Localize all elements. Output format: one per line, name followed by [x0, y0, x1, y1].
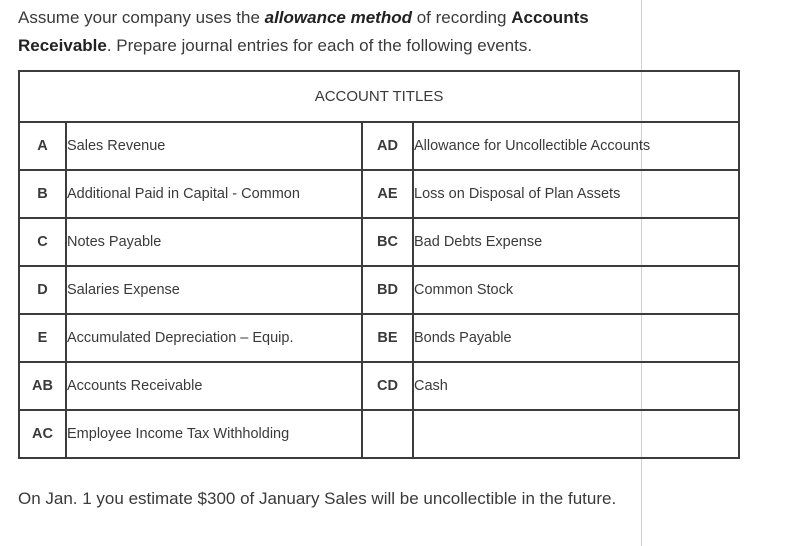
account-code: BE: [362, 314, 413, 362]
table-row: [19, 122, 739, 170]
account-name: Accumulated Depreciation – Equip.: [66, 314, 362, 362]
account-name: [413, 410, 739, 458]
instructions-text-2: of recording: [412, 8, 512, 27]
account-code: BD: [362, 266, 413, 314]
account-titles-table: [18, 70, 740, 459]
account-code: C: [19, 218, 66, 266]
table-header: ACCOUNT TITLES: [19, 71, 739, 122]
account-name: Cash: [413, 362, 739, 410]
table-row: [19, 410, 739, 458]
account-code: BC: [362, 218, 413, 266]
table-row: [19, 170, 739, 218]
account-name: Loss on Disposal of Plan Assets: [413, 170, 739, 218]
account-name: Salaries Expense: [66, 266, 362, 314]
account-code: A: [19, 122, 66, 170]
account-name: Allowance for Uncollectible Accounts: [413, 122, 739, 170]
instructions-paragraph: [18, 4, 618, 60]
instructions-text-1: Assume your company uses the: [18, 8, 265, 27]
account-code: [362, 410, 413, 458]
account-name: Accounts Receivable: [66, 362, 362, 410]
instructions-text-3: . Prepare journal entries for each of the following events.: [106, 36, 533, 55]
event-description: On Jan. 1 you estimate $300 of January Sales will be uncollectible in the future.: [18, 489, 617, 508]
account-code: E: [19, 314, 66, 362]
account-name: Bad Debts Expense: [413, 218, 739, 266]
account-code: D: [19, 266, 66, 314]
account-code: AE: [362, 170, 413, 218]
account-name: Notes Payable: [66, 218, 362, 266]
account-name: Common Stock: [413, 266, 739, 314]
instructions-method: allowance method: [264, 8, 412, 27]
table-row: [19, 362, 739, 410]
account-code: AC: [19, 410, 66, 458]
table-header-row: [19, 71, 739, 122]
account-code: AD: [362, 122, 413, 170]
instructions-account: Accounts Receivable: [18, 8, 589, 55]
account-name: Additional Paid in Capital - Common: [66, 170, 362, 218]
account-name: Bonds Payable: [413, 314, 739, 362]
account-name: Sales Revenue: [66, 122, 362, 170]
table-row: [19, 314, 739, 362]
table-row: [19, 218, 739, 266]
table-row: [19, 266, 739, 314]
account-code: B: [19, 170, 66, 218]
account-code: CD: [362, 362, 413, 410]
account-name: Employee Income Tax Withholding: [66, 410, 362, 458]
account-code: AB: [19, 362, 66, 410]
